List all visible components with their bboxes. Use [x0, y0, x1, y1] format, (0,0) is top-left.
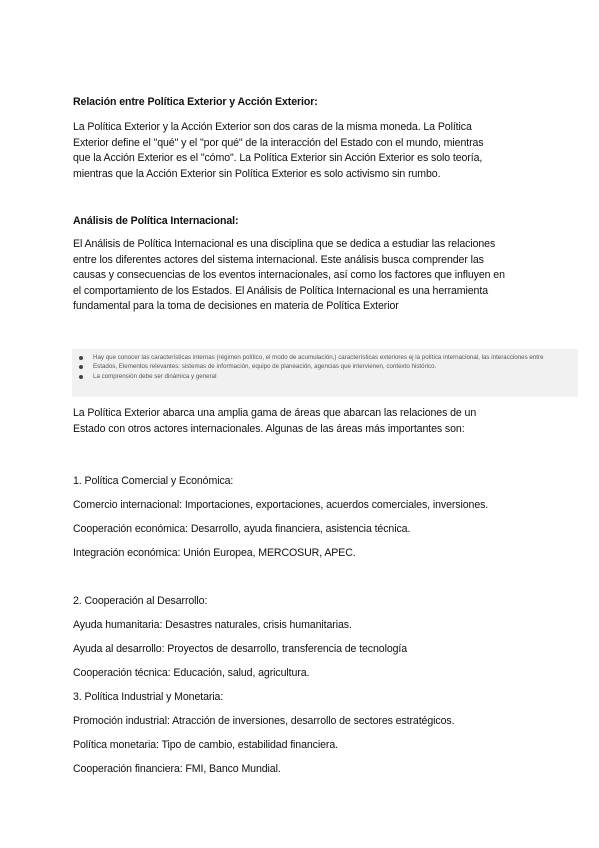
list-item — [78, 353, 577, 362]
bullet-list-image — [72, 349, 578, 397]
paragraph-relacion — [73, 120, 484, 182]
paragraph-line: causas y consecuencias de los eventos internacionales, así como los factores que influyen en — [73, 269, 505, 281]
paragraph-line: mientras que la Acción Exterior sin Política Exterior es solo activismo sin rumbo. — [73, 167, 441, 180]
heading-industrial: 3. Política Industrial y Monetaria: — [73, 691, 224, 703]
bullet-icon — [79, 356, 83, 360]
list-item: Integración económica: Unión Europea, MERCOSUR, APEC. — [73, 547, 356, 559]
paragraph-intro — [73, 406, 476, 437]
list-item — [78, 372, 577, 381]
paragraph-line: entre los diferentes actores del sistema internacional. Este análisis busca comprender las — [73, 253, 484, 266]
list-item — [78, 362, 577, 371]
heading-desarrollo: 2. Cooperación al Desarrollo: — [73, 595, 208, 607]
heading-analisis: Análisis de Política Internacional: — [73, 215, 239, 227]
list-item: Cooperación financiera: FMI, Banco Mundial. — [73, 763, 281, 775]
list-item: Ayuda al desarrollo: Proyectos de desarrollo, transferencia de tecnología — [73, 643, 408, 655]
paragraph-line: fundamental para la toma de decisiones en materia de Política Exterior — [73, 300, 399, 312]
list-item: Cooperación económica: Desarrollo, ayuda financiera, asistencia técnica. — [73, 523, 411, 535]
bullet-icon — [79, 365, 83, 369]
list-item-text: Hay que conocer las características internas (régimen político, el modo de acumulación,) características exteriores ej la política internacional, las interacciones entre — [93, 354, 544, 361]
paragraph-line: que la Acción Exterior es el "cómo". La Política Exterior sin Acción Exterior es solo teoría, — [73, 152, 483, 164]
list-item: Política monetaria: Tipo de cambio, estabilidad financiera. — [73, 739, 338, 751]
paragraph-line: Exterior define el "qué" y el "por qué" de la interacción del Estado con el mundo, mientras — [73, 136, 484, 149]
list-item: Comercio internacional: Importaciones, exportaciones, acuerdos comerciales, inversiones. — [73, 499, 489, 511]
list-item: Cooperación técnica: Educación, salud, agricultura. — [73, 667, 310, 679]
list-item-text: La comprensión debe ser dinámica y general — [93, 372, 217, 380]
bullet-icon — [79, 375, 83, 379]
paragraph-analisis — [73, 237, 505, 315]
list-item: Promoción industrial: Atracción de inversiones, desarrollo de sectores estratégicos. — [73, 715, 455, 727]
paragraph-line: La Política Exterior abarca una amplia gama de áreas que abarcan las relaciones de un — [73, 407, 477, 419]
list-item: Ayuda humanitaria: Desastres naturales, crisis humanitarias. — [73, 619, 352, 631]
paragraph-line: La Política Exterior y la Acción Exterior son dos caras de la misma moneda. La Política — [73, 121, 472, 133]
paragraph-line: El Análisis de Política Internacional es una disciplina que se dedica a estudiar las relaciones — [73, 238, 496, 250]
paragraph-line: el comportamiento de los Estados. El Análisis de Política Internacional es una herramienta — [73, 284, 488, 297]
list-item-text: Estados, Elementos relevantes: sistemas de información, equipo de planeación, agencias que intervienen, contexto histórico. — [93, 363, 437, 371]
paragraph-line: Estado con otros actores internacionales. Algunas de las áreas más importantes son: — [73, 422, 465, 435]
heading-relacion: Relación entre Política Exterior y Acción Exterior: — [73, 96, 318, 108]
heading-comercial: 1. Política Comercial y Económica: — [73, 475, 234, 487]
